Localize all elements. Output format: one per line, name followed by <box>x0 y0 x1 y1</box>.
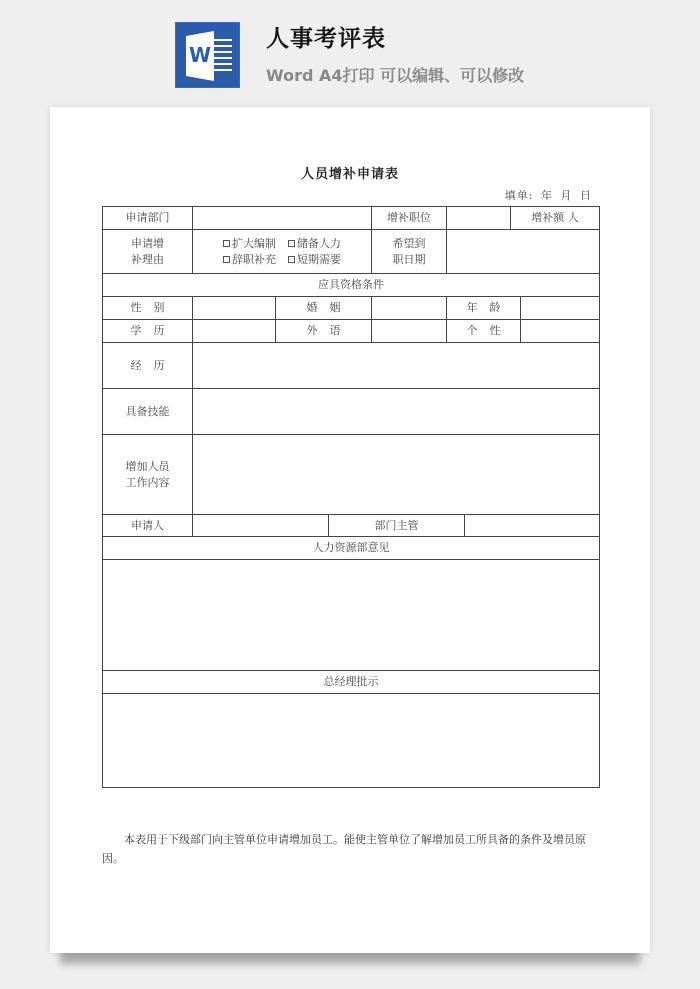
age-label: 年龄 <box>446 296 521 320</box>
work-content-field[interactable] <box>192 434 600 515</box>
gm-approval-header: 总经理批示 <box>102 670 600 694</box>
checkbox-icon[interactable] <box>288 256 295 263</box>
skills-field[interactable] <box>192 388 600 435</box>
qualifications-header: 应具资格条件 <box>102 273 600 297</box>
education-field[interactable] <box>192 319 276 343</box>
personality-field[interactable] <box>520 319 600 343</box>
marital-status-field[interactable] <box>371 296 447 320</box>
gender-label: 性别 <box>102 296 193 320</box>
reason-expand-headcount[interactable]: 扩大编制 <box>223 236 276 252</box>
experience-field[interactable] <box>192 342 600 389</box>
form-usage-note: 本表用于下级部门向主管单位申请增加员工。能使主管单位了解增加员工所具备的条件及增员原因。 <box>102 833 586 865</box>
reason-short-term-need[interactable]: 短期需要 <box>288 252 341 268</box>
fill-date-label: 填单: 年 月 日 <box>504 189 592 202</box>
hr-opinion-header: 人力资源部意见 <box>102 536 600 560</box>
gm-approval-field[interactable] <box>102 693 600 788</box>
text-lines-icon <box>214 39 232 75</box>
position-field[interactable] <box>446 206 511 230</box>
document-title: 人事考评表 <box>266 26 386 52</box>
word-document-icon <box>175 22 240 88</box>
age-field[interactable] <box>520 296 600 320</box>
word-w-letter: W <box>188 43 212 67</box>
experience-label: 经历 <box>102 342 193 389</box>
expected-date-label-line2: 职日期 <box>392 252 426 266</box>
foreign-language-label: 外语 <box>275 319 372 343</box>
department-field[interactable] <box>192 206 372 230</box>
application-form-table <box>102 206 600 788</box>
skills-label: 具备技能 <box>102 388 193 435</box>
checkbox-icon[interactable] <box>223 256 230 263</box>
reason-options <box>192 229 372 274</box>
reason-label <box>102 229 193 274</box>
gender-field[interactable] <box>192 296 276 320</box>
expected-date-label <box>371 229 447 274</box>
applicant-label: 申请人 <box>102 514 193 537</box>
reason-reserve-staff[interactable]: 储备人力 <box>288 236 341 252</box>
expected-date-field[interactable] <box>446 229 600 274</box>
applicant-field[interactable] <box>192 514 329 537</box>
hr-opinion-field[interactable] <box>102 559 600 671</box>
form-title: 人员增补申请表 <box>300 167 399 182</box>
header-banner <box>0 0 700 100</box>
checkbox-icon[interactable] <box>223 240 230 247</box>
dept-manager-field[interactable] <box>464 514 600 537</box>
personality-label: 个性 <box>446 319 521 343</box>
reason-label-line1: 申请增 <box>131 236 164 250</box>
foreign-language-field[interactable] <box>371 319 447 343</box>
reason-label-line2: 补理由 <box>131 252 164 266</box>
document-subtitle: Word A4打印 可以编辑、可以修改 <box>266 66 525 85</box>
dept-manager-label: 部门主管 <box>328 514 465 537</box>
checkbox-icon[interactable] <box>288 240 295 247</box>
marital-status-label: 婚姻 <box>275 296 372 320</box>
work-content-label: 增加人员 工作内容 <box>102 434 193 515</box>
department-label: 申请部门 <box>102 206 193 230</box>
headcount-field[interactable]: 增补额 人 <box>510 206 600 230</box>
reason-resignation-replacement[interactable]: 辞职补充 <box>223 252 276 268</box>
document-page <box>50 107 650 953</box>
position-label: 增补职位 <box>371 206 447 230</box>
expected-date-label-line1: 希望到 <box>392 236 426 250</box>
education-label: 学历 <box>102 319 193 343</box>
